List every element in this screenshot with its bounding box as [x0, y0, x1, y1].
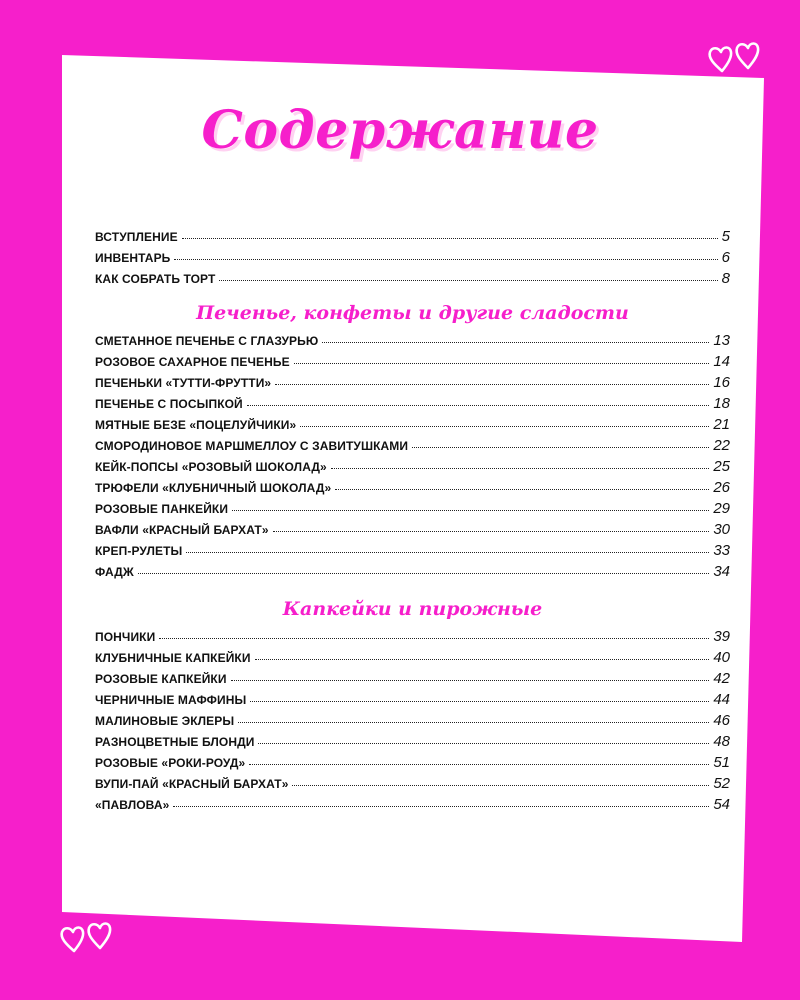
toc-entry-title: ПЕЧЕНЬЕ С ПОСЫПКОЙ	[95, 397, 243, 411]
toc-entry-title: ИНВЕНТАРЬ	[95, 251, 171, 265]
dot-leader	[331, 468, 709, 469]
toc-entry[interactable]	[95, 733, 730, 753]
toc-entry-title: КЕЙК-ПОПСЫ «РОЗОВЫЙ ШОКОЛАД»	[95, 460, 327, 474]
dot-leader	[219, 280, 717, 281]
toc-entry[interactable]	[95, 332, 730, 352]
toc-page-number: 30	[713, 521, 730, 538]
toc-entry[interactable]	[95, 249, 730, 269]
toc-entry-title: «ПАВЛОВА»	[95, 798, 170, 812]
dot-leader	[238, 722, 709, 723]
toc-page-number: 51	[713, 754, 730, 771]
toc-entry[interactable]	[95, 754, 730, 774]
dot-leader	[335, 489, 709, 490]
toc-page-number: 14	[713, 353, 730, 370]
toc-entry-title: ВСТУПЛЕНИЕ	[95, 230, 178, 244]
section-heading-cookies: Печенье, конфеты и другие сладости	[196, 302, 629, 324]
toc-entry[interactable]	[95, 691, 730, 711]
dot-leader	[258, 743, 709, 744]
hearts-doodle-icon	[706, 40, 762, 76]
toc-entry-title: РОЗОВОЕ САХАРНОЕ ПЕЧЕНЬЕ	[95, 355, 290, 369]
toc-entry[interactable]	[95, 458, 730, 478]
toc-entry[interactable]	[95, 437, 730, 457]
dot-leader	[173, 806, 709, 807]
toc-page-number: 22	[713, 437, 730, 454]
toc-entry[interactable]	[95, 649, 730, 669]
toc-entry-title: ТРЮФЕЛИ «КЛУБНИЧНЫЙ ШОКОЛАД»	[95, 481, 332, 495]
toc-page-number: 40	[713, 649, 730, 666]
dot-leader	[182, 238, 718, 239]
toc-entry-title: ПОНЧИКИ	[95, 630, 156, 644]
dot-leader	[231, 680, 710, 681]
toc-entry-title: КАК СОБРАТЬ ТОРТ	[95, 272, 216, 286]
toc-entry[interactable]	[95, 395, 730, 415]
toc-entry[interactable]	[95, 416, 730, 436]
toc-entry-title: КРЕП-РУЛЕТЫ	[95, 544, 183, 558]
toc-page-number: 34	[713, 563, 730, 580]
toc-page-number: 29	[713, 500, 730, 517]
toc-entry[interactable]	[95, 270, 730, 290]
toc-entry-title: КЛУБНИЧНЫЕ КАПКЕЙКИ	[95, 651, 251, 665]
dot-leader	[300, 426, 709, 427]
toc-entry[interactable]	[95, 796, 730, 816]
toc-page-number: 39	[713, 628, 730, 645]
dot-leader	[292, 785, 709, 786]
dot-leader	[255, 659, 710, 660]
toc-page-number: 54	[713, 796, 730, 813]
dot-leader	[275, 384, 709, 385]
toc-page-number: 5	[721, 228, 730, 245]
toc-entry-title: РОЗОВЫЕ «РОКИ-РОУД»	[95, 756, 246, 770]
toc-page-number: 33	[713, 542, 730, 559]
toc-entry[interactable]	[95, 542, 730, 562]
toc-entry[interactable]	[95, 628, 730, 648]
toc-page-number: 13	[713, 332, 730, 349]
dot-leader	[159, 638, 709, 639]
toc-entry[interactable]	[95, 479, 730, 499]
toc-entry-title: МЯТНЫЕ БЕЗЕ «ПОЦЕЛУЙЧИКИ»	[95, 418, 297, 432]
dot-leader	[294, 363, 710, 364]
dot-leader	[322, 342, 709, 343]
toc-page-number: 16	[713, 374, 730, 391]
toc-entry[interactable]	[95, 228, 730, 248]
toc-entry-title: СМОРОДИНОВОЕ МАРШМЕЛЛОУ С ЗАВИТУШКАМИ	[95, 439, 409, 453]
toc-entry-title: МАЛИНОВЫЕ ЭКЛЕРЫ	[95, 714, 235, 728]
toc-entry-title: РАЗНОЦВЕТНЫЕ БЛОНДИ	[95, 735, 255, 749]
dot-leader	[250, 701, 709, 702]
toc-entry-title: ЧЕРНИЧНЫЕ МАФФИНЫ	[95, 693, 247, 707]
toc-page-number: 21	[713, 416, 730, 433]
dot-leader	[186, 552, 709, 553]
toc-entry[interactable]	[95, 521, 730, 541]
toc-entry[interactable]	[95, 712, 730, 732]
toc-page-number: 46	[713, 712, 730, 729]
toc-entry-title: РОЗОВЫЕ ПАНКЕЙКИ	[95, 502, 229, 516]
toc-entry[interactable]	[95, 353, 730, 373]
toc-entry-title: РОЗОВЫЕ КАПКЕЙКИ	[95, 672, 227, 686]
toc-page-number: 6	[721, 249, 730, 266]
toc-entry[interactable]	[95, 374, 730, 394]
dot-leader	[273, 531, 710, 532]
toc-page-number: 48	[713, 733, 730, 750]
hearts-doodle-icon	[58, 920, 114, 956]
toc-entry-title: СМЕТАННОЕ ПЕЧЕНЬЕ С ГЛАЗУРЬЮ	[95, 334, 319, 348]
toc-entry-title: ФАДЖ	[95, 565, 134, 579]
toc-entry[interactable]	[95, 563, 730, 583]
toc-page-number: 18	[713, 395, 730, 412]
dot-leader	[412, 447, 709, 448]
toc-page-number: 26	[713, 479, 730, 496]
dot-leader	[138, 573, 709, 574]
dot-leader	[174, 259, 717, 260]
dot-leader	[232, 510, 709, 511]
dot-leader	[247, 405, 710, 406]
toc-entry-title: ВАФЛИ «КРАСНЫЙ БАРХАТ»	[95, 523, 269, 537]
toc-page-number: 25	[713, 458, 730, 475]
toc-entry[interactable]	[95, 670, 730, 690]
toc-page-number: 8	[721, 270, 730, 287]
page-title: Содержание	[201, 100, 599, 161]
dot-leader	[249, 764, 709, 765]
toc-entry-title: ВУПИ-ПАЙ «КРАСНЫЙ БАРХАТ»	[95, 777, 289, 791]
toc-entry-title: ПЕЧЕНЬКИ «ТУТТИ-ФРУТТИ»	[95, 376, 272, 390]
toc-page-number: 44	[713, 691, 730, 708]
toc-entry[interactable]	[95, 500, 730, 520]
toc-entry[interactable]	[95, 775, 730, 795]
toc-page-number: 42	[713, 670, 730, 687]
section-heading-cupcakes: Капкейки и пирожные	[282, 598, 543, 620]
toc-page-number: 52	[713, 775, 730, 792]
